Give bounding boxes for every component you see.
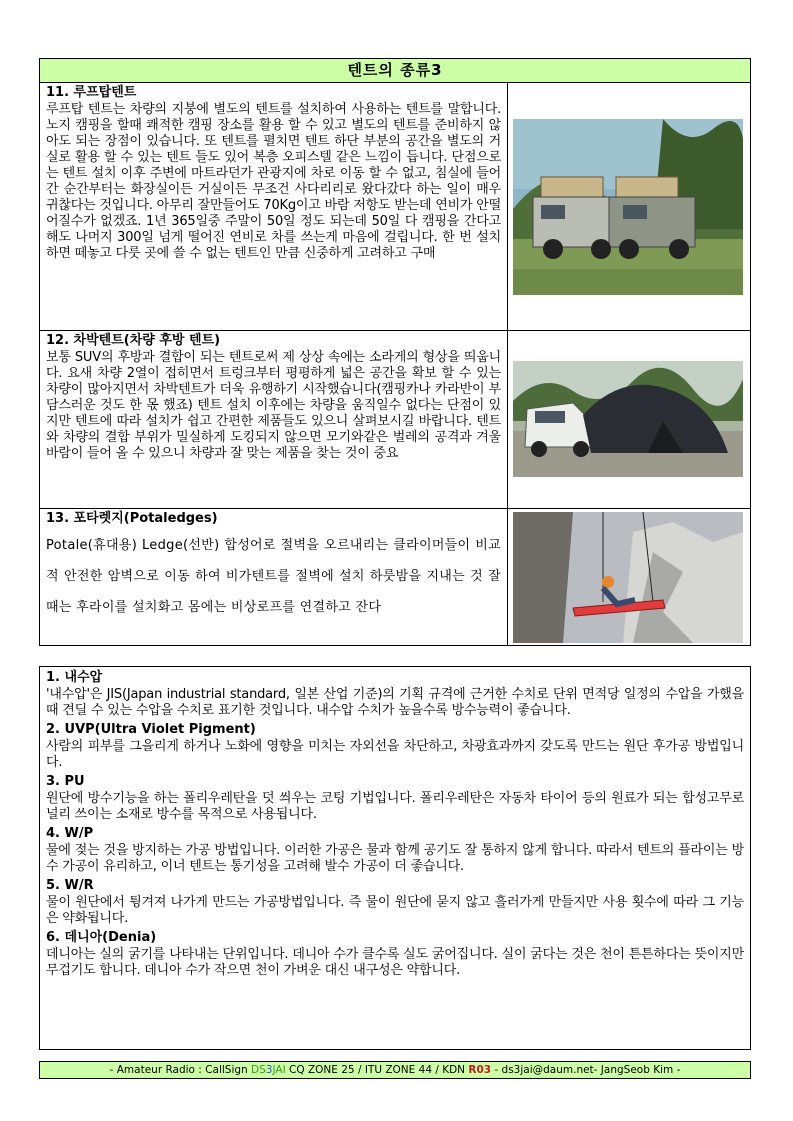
tent-row-portaledge <box>40 509 750 645</box>
glossary-heading: 5. W/R <box>46 878 94 893</box>
portaledge-photo <box>513 512 743 643</box>
tent-text-cell <box>40 83 508 330</box>
tent-image-cell <box>508 83 750 330</box>
callsign-3: 3 <box>265 1064 273 1076</box>
tent-description: 보통 SUV의 후방과 결합이 되는 텐트로써 제 상상 속에는 소라게의 형상을 띄웁니다. 요새 차량 2열이 접히면서 트렁크부터 평평하게 넓은 공간을 확보 할 수 있는 차량이 많아지면서 차박텐트가 더욱 유행하기 시작했습니다(캠핑카나 카라반이 부담스러운 것도 한 몫 했죠) 텐트 설치 이후에는 차량을 움직일수 없다는 단점이 있지만 텐트에 따라 설치가 쉽고 간편한 제품들도 있으니 살펴보시길 바랍니다. 텐트와 차량의 결합 부위가 밀실하게 도킹되지 않으면 모기와같은 벌레의 공격과 겨울 바람이 들어 올 수 있으니 차량과 잘 맞는 제품을 찾는 것이 중요 <box>46 350 501 461</box>
tent-types-table <box>39 58 751 646</box>
glossary-heading: 2. UVP(Ultra Violet Pigment) <box>46 722 256 737</box>
callsign-jai: JAI <box>272 1064 286 1076</box>
tent-description: 루프탑 텐트는 차량의 지붕에 별도의 텐트를 설치하여 사용하는 텐트를 말합니다. 노지 캠핑을 할때 쾌적한 캠핑 장소를 활용 할 수 있고 별도의 텐트를 준비하지 않아도 되는 장점이 있습니다. 또 텐트를 펼치면 텐트 하단 부분의 공간을 별도의 거실로 활용 할 수 있는 텐트 들도 있어 복층 오피스텔 같은 느낌이 듭니다. 단점으로는 텐트 설치 이후 주변에 마트라던가 관광지에 차로 이동 할 수 없고, 침실에 들어간 순간부터는 화장실이든 거실이든 무조건 사다리리로 왔다갔다 하는 일이 매우 귀찮다는 것입니다. 아무리 잘만들어도 70Kg이고 바람 저항도 받는데 연비가 안떨어질수가 없겠죠. 1년 365일중 주말이 50일 정도 되는데 50일 다 캠핑을 간다고 해도 나머지 300일 넘게 떨어진 연비로 차를 쓰는게 마음에 걸립니다. 한 번 설치하면 떼놓고 다룻 곳에 쓸 수 없는 텐트인 만큼 신중하게 고려하고 구매 <box>46 102 501 261</box>
tent-text-cell <box>40 331 508 508</box>
glossary-definition: '내수압'은 JIS(Japan industrial standard, 일본 산업 기준)의 기획 규격에 근거한 수치로 단위 면적당 일정의 수압을 가했을때 견딜 수 있는 수압을 수치로 표기한 것입니다. 내수압 수치가 높을수록 방수능력이 좋습니다. <box>46 687 744 718</box>
tent-description: Potale(휴대용) Ledge(선반) 합성어로 절벽을 오르내리는 클라이머들이 비교적 안전한 암벽으로 이동 하여 비가텐트를 절벽에 설치 하룻밤을 지내는 것 잘때는 후라이를 설치화고 몸에는 비상로프를 연결하고 잔다 <box>46 538 501 615</box>
tent-heading: 11. 루프탑텐트 <box>46 85 137 100</box>
tent-row-car-camping <box>40 331 750 509</box>
footer-callsign-bar <box>39 1061 751 1079</box>
glossary-definition: 물에 젖는 것을 방지하는 가공 방법입니다. 이러한 가공은 물과 함께 공기도 잘 통하지 않게 합니다. 따라서 텐트의 플라이는 방수 가공이 유리하고, 이너 텐트는 통기성을 고려해 발수 가공이 더 좋습니다. <box>46 843 744 874</box>
footer-prefix: - Amateur Radio : CallSign <box>109 1064 252 1076</box>
footer-contact: - ds3jai@daum.net- JangSeob Kim - <box>491 1064 681 1076</box>
tent-row-rooftop <box>40 83 750 331</box>
tent-heading: 12. 차박텐트(차량 후방 텐트) <box>46 333 221 348</box>
glossary-box <box>39 666 751 1050</box>
tent-heading: 13. 포타렛지(Potaledges) <box>46 511 218 526</box>
tent-image-cell <box>508 331 750 508</box>
glossary-heading: 3. PU <box>46 774 85 789</box>
glossary-heading: 4. W/P <box>46 826 94 841</box>
tent-image-cell <box>508 509 750 645</box>
car-tent-photo <box>513 361 743 477</box>
footer-zones: CQ ZONE 25 / ITU ZONE 44 / KDN <box>285 1064 469 1076</box>
page-title: 텐트의 종류3 <box>40 59 750 83</box>
rooftop-tent-photo <box>513 119 743 295</box>
tent-text-cell <box>40 509 508 645</box>
glossary-heading: 6. 데니아(Denia) <box>46 930 157 945</box>
glossary-definition: 물이 원단에서 튕겨져 나가게 만드는 가공방법입니다. 즉 물이 원단에 묻지 않고 흘러가게 만들지만 사용 횟수에 따라 그 기능은 약화됩니다. <box>46 895 744 926</box>
glossary-definition: 사람의 피부를 그을리게 하거나 노화에 영향을 미치는 자외선을 차단하고, 차광효과까지 갖도록 만드는 원단 후가공 방법입니다. <box>46 739 744 770</box>
glossary-definition: 데니아는 실의 굵기를 나타내는 단위입니다. 데니아 수가 클수록 실도 굵어집니다. 실이 굵다는 것은 천이 튼튼하다는 뜻이지만 무겁기도 합니다. 데니아 수가 작으면 천이 가벼운 대신 내구성은 약합니다. <box>46 947 744 978</box>
callsign-ds: DS <box>251 1064 266 1076</box>
glossary-definition: 원단에 방수기능을 하는 폴리우레탄을 덧 씌우는 코팅 기법입니다. 폴리우레탄은 자동차 타이어 등의 원료가 되는 합성고무로 널리 쓰이는 소재로 방수를 목적으로 사용됩니다. <box>46 791 744 822</box>
glossary-heading: 1. 내수압 <box>46 670 103 685</box>
kdn-number: R03 <box>468 1064 492 1076</box>
